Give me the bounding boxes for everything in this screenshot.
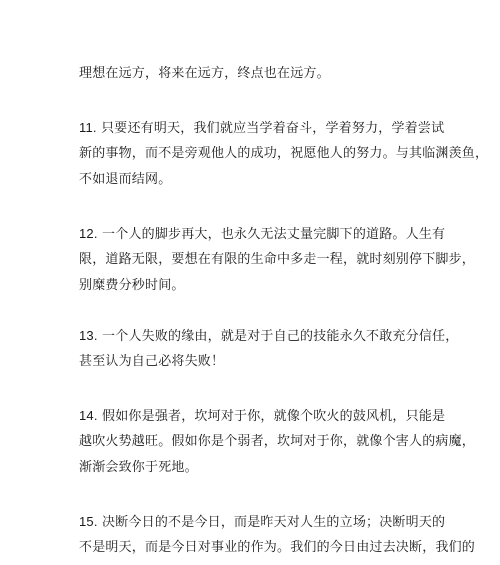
paragraph-11-text-1: 只要还有明天，我们就应当学着奋斗，学着努力，学着尝试 — [101, 121, 445, 136]
paragraph-14-line-1 — [79, 408, 445, 425]
paragraph-14-text-1: 假如你是强者，坎坷对于你，就像个吹火的鼓风机，只能是 — [102, 409, 446, 424]
paragraph-12-line-2: 限，道路无限，要想在有限的生命中多走一程，就时刻别停下脚步， — [79, 252, 476, 267]
paragraph-15-line-1 — [79, 514, 445, 531]
paragraph-14-line-3: 渐渐会致你于死地。 — [79, 460, 198, 475]
paragraph-13-line-1 — [79, 328, 458, 345]
paragraph-15-line-2: 不是明天，而是今日对事业的作为。我们的今日由过去决断，我们的 — [79, 540, 476, 555]
paragraph-15-text-1: 决断今日的不是今日，而是昨天对人生的立场；决断明天的 — [102, 515, 446, 530]
paragraph-14-number: 14. — [79, 408, 98, 423]
paragraph-11-line-2: 新的事物，而不是旁观他人的成功，祝愿他人的努力。与其临渊羡鱼， — [79, 146, 489, 161]
paragraph-11-number: 11. — [79, 120, 97, 135]
paragraph-15-number: 15. — [79, 514, 98, 529]
paragraph-12-line-1 — [79, 226, 445, 243]
paragraph-12-text-1: 一个人的脚步再大，也永久无法丈量完脚下的道路。人生有 — [102, 227, 446, 242]
paragraph-12-number: 12. — [79, 226, 98, 241]
paragraph-11-line-3: 不如退而结网。 — [79, 172, 172, 187]
paragraph-13-number: 13. — [79, 328, 98, 343]
paragraph-13-line-2: 甚至认为自己必将失败！ — [79, 354, 225, 369]
paragraph-13-text-1: 一个人失败的缘由，就是对于自己的技能永久不敢充分信任， — [102, 329, 459, 344]
intro-line-1: 理想在远方，将来在远方，终点也在远方。 — [79, 66, 330, 81]
paragraph-11-line-1 — [79, 120, 444, 137]
paragraph-12-line-3: 别糜费分秒时间。 — [79, 278, 185, 293]
paragraph-14-line-2: 越吹火势越旺。假如你是个弱者，坎坷对于你，就像个害人的病魔， — [79, 434, 476, 449]
